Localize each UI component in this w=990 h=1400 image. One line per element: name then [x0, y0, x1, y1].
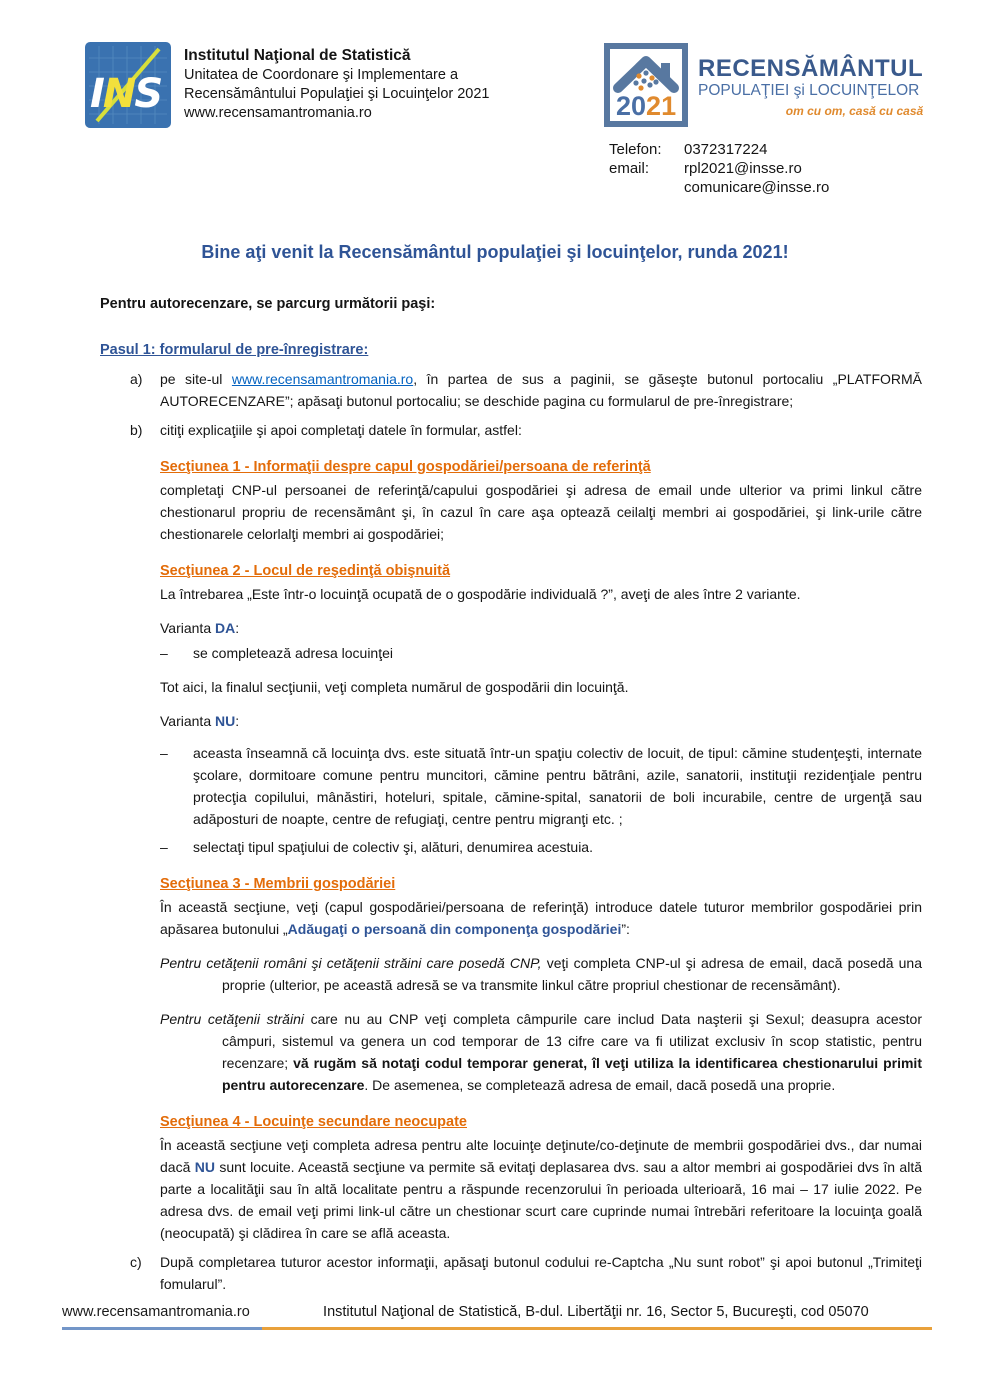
nu-bullet-2: – selectaţi tipul spaţiului de colectiv şi, alături, denumirea acestuia. [160, 836, 922, 858]
item-b-marker: b) [130, 422, 143, 438]
nu-bullet-1: – aceasta înseamnă că locuinţa dvs. este situată într-un spaţiu colectiv de locuit, de tipul: cămine studenţeşti, internate şcolare, dormitoare comune pentru muncitori, cămine pentru bătrâni, azile, sanatorii, instituţii rezidenţiale pentru protecţia copilului, mânăstiri, hoteluri, spitale, cămine-spital, sanatorii de boli incurabile, centre de urgenţă sau adăposturi de noapte, centre de refugiaţi, centre pentru migranţi etc. ; [160, 742, 922, 830]
recensamant-link[interactable]: www.recensamantromania.ro [231, 371, 414, 387]
da-bullet: – se completează adresa locuinţei [160, 642, 922, 664]
section2-heading: Secţiunea 2 - Locul de reşedinţă obişnuită [160, 563, 451, 579]
list-item-c [130, 1251, 922, 1295]
header [0, 0, 990, 197]
census-text-block [698, 42, 923, 128]
variant-nu-line: Varianta NU: [160, 713, 240, 729]
variant-da-line: Varianta DA: [160, 620, 240, 636]
census-2021-logo-icon [603, 42, 689, 128]
ins-url: www.recensamantromania.ro [184, 105, 372, 121]
list-item-a [130, 368, 922, 412]
footer [62, 1302, 932, 1330]
svg-text:2021: 2021 [616, 91, 677, 121]
section1-heading: Secţiunea 1 - Informaţii despre capul gospodăriei/persoana de referinţă [160, 459, 651, 475]
email-label: email: [609, 160, 650, 177]
contact-spacer [609, 178, 684, 197]
item-a-text: pe site-ul www.recensamantromania.ro, în partea de sus a paginii, se găseşte butonul portocaliu „PLATFORMĂ AUTORECENZARE”; apăsaţi butonul portocaliu; se deschide pagina cu formularul de pre-înregistrare; [160, 371, 923, 409]
list-item-b [130, 419, 922, 441]
ins-line2: Unitatea de Coordonare şi Implementare a [184, 67, 459, 83]
section3-paragraph-cnp: Pentru cetăţenii români şi cetăţenii străini care posedă CNP, veţi completa CNP-ul şi adresa de email, dacă posedă una proprie (ulterior, pe această adresă se va transmite linkul către propriul chestionar de recensământ). [160, 955, 922, 993]
footer-divider-blue [62, 1327, 262, 1330]
nu-emphasis: NU [194, 1159, 215, 1175]
footer-link[interactable]: www.recensamantromania.ro [62, 1304, 250, 1320]
section2-body: La întrebarea „Este într-o locuinţă ocupată de o gospodărie individuală ?”, aveţi de ales între 2 variante. [160, 586, 801, 602]
ins-line3: Recensământului Populaţiei şi Locuinţelor 2021 [184, 86, 490, 102]
ins-block [85, 42, 490, 197]
section1-body: completaţi CNP-ul persoanei de referinţă/capului gospodăriei şi adresa de email unde ulterior va primi linkul către chestionarul propriu de recensământ şi, în cazul în care aşa optează ceilalţi membri ai gospodăriei, şi link-urile către chestionarele celorlalţi membri ai gospodăriei; [160, 482, 922, 542]
item-b-text: citiţi explicaţiile şi apoi completaţi datele în formular, astfel: [160, 422, 522, 438]
intro-line: Pentru autorecenzare, se parcurg următorii paşi: [100, 296, 436, 312]
phone-label: Telefon: [609, 141, 662, 158]
footer-address: Institutul Naţional de Statistică, B-dul. Libertăţii nr. 16, Sector 5, Bucureşti, cod 05070 [323, 1304, 869, 1320]
bullet-dash: – [160, 745, 168, 761]
email-address-1: rpl2021@insse.ro [684, 160, 802, 177]
tot-aici-line: Tot aici, la finalul secţiunii, veţi completa numărul de gospodării din locuinţă. [160, 679, 629, 695]
footer-divider [62, 1327, 932, 1330]
census-block [603, 42, 938, 197]
bullet-dash: – [160, 839, 168, 855]
add-person-button-label: Adăugaţi o persoană din componenţa gospodăriei [287, 921, 622, 937]
census-title: RECENSĂMÂNTUL [698, 55, 924, 82]
item-c-marker: c) [130, 1254, 142, 1270]
census-tagline: om cu om, casă cu casă [785, 104, 924, 118]
section3-body: În această secţiune, veţi (capul gospodăriei/persoana de referinţă) introduce datele tuturor membrilor gospodăriei prin apăsarea butonului „Adăugaţi o persoană din componenţa gospodăriei”: [160, 899, 922, 937]
variant-da-value: DA [215, 620, 236, 636]
item-a-marker: a) [130, 371, 143, 387]
section3-paragraph-straini: Pentru cetăţenii străini care nu au CNP veţi completa câmpurile care includ Data naşterii şi Sexul; deasupra acestor câmpuri, sistemul va genera un cod temporar de 13 cifre care va fi utilizat exclusiv în scop statistic, pentru recenzare; vă rugăm să notaţi codul temporar generat, îl veţi utiliza la identificarea chestionarului primit pentru autorecenzare. De asemenea, se completează adresa de email, dacă posedă una proprie. [160, 1011, 922, 1093]
ins-logo-icon [85, 42, 171, 128]
section3-heading: Secţiunea 3 - Membrii gospodăriei [160, 876, 396, 892]
email-address-2: comunicare@insse.ro [684, 179, 830, 196]
step1-heading: Pasul 1: formularul de pre-înregistrare: [100, 342, 369, 358]
svg-text:INS: INS [90, 71, 162, 117]
ins-name: Institutul Naţional de Statistică [184, 47, 411, 64]
footer-divider-orange [262, 1327, 932, 1330]
phone-number: 0372317224 [684, 141, 768, 158]
ins-text-block [184, 42, 490, 197]
section4-heading: Secţiunea 4 - Locuinţe secundare neocupate [160, 1114, 467, 1130]
item-c-text: După completarea tuturor acestor informaţii, apăsaţi butonul codului re-Captcha „Nu sunt robot” şi apoi butonul „Trimiteţi fomularul”. [160, 1254, 922, 1292]
section4-body: În această secţiune veţi completa adresa pentru alte locuinţe deţinute/co-deţinute de membrii gospodăriei dvs., dar numai dacă NU sunt locuite. Această secţiune va permite să evitaţi deplasarea dvs. sau a altor membri ai gospodăriei dvs în altă parte a localităţii sau în altă localitate pentru a răspunde recenzorului în perioada ulterioară, 16 mai – 17 iulie 2022. Pe adresa dvs. de email veţi primi link-ul către un chestionar scurt care cuprinde numai întrebări referitoare la locuinţa goală (neocupată) şi clădirea în care se află aceasta. [160, 1137, 923, 1241]
page-title: Bine aţi venit la Recensământul populaţiei şi locuinţelor, runda 2021! [201, 242, 789, 262]
contact-block [609, 140, 938, 197]
bullet-dash: – [160, 645, 168, 661]
variant-nu-value: NU [215, 713, 236, 729]
census-subtitle: POPULAŢIEI şi LOCUINŢELOR [698, 82, 920, 99]
